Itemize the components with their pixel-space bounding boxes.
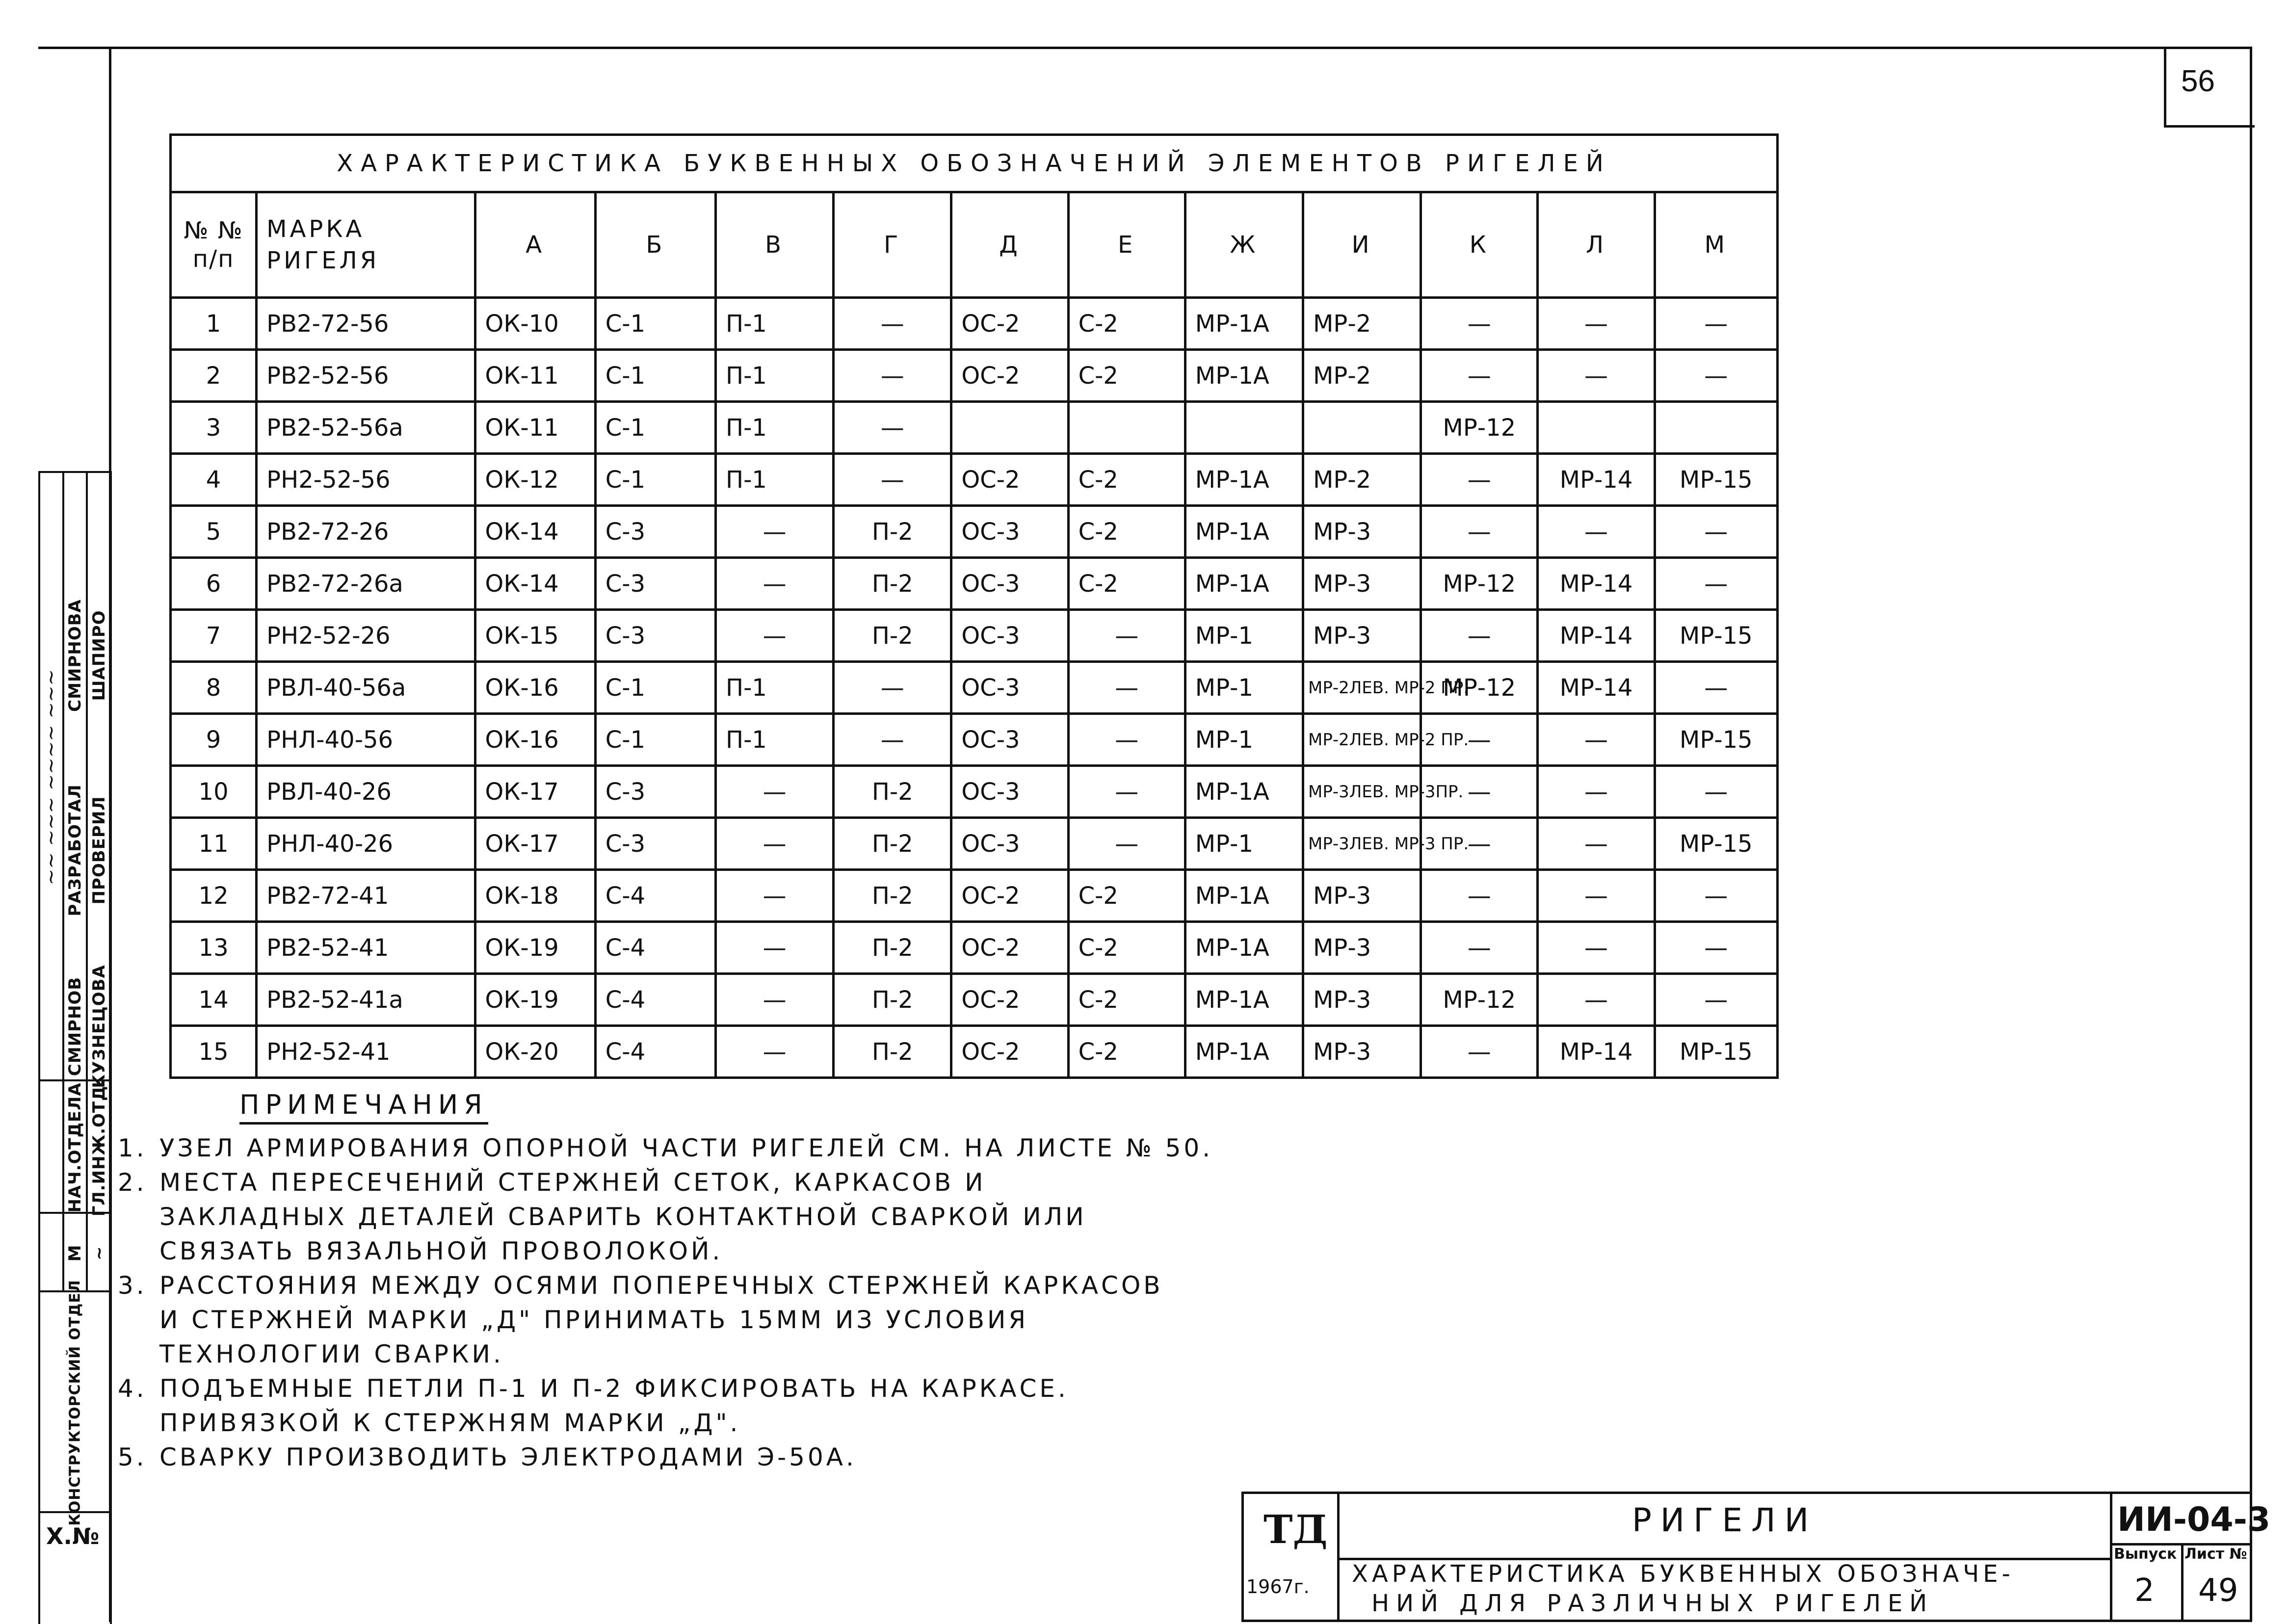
- stamp-cell-tilde: [88, 1214, 112, 1292]
- element-cell: С-2: [1068, 1026, 1185, 1078]
- element-cell: —: [1421, 454, 1538, 506]
- element-cell: МР-2: [1303, 350, 1421, 402]
- col-header-l: Л: [1538, 192, 1655, 298]
- element-cell: —: [1421, 766, 1538, 818]
- girder-mark: РНЛ-40-56: [257, 714, 475, 766]
- element-cell: П-2: [834, 766, 951, 818]
- element-cell: —: [1421, 714, 1538, 766]
- title-block-name: РИГЕЛИ: [1631, 1501, 1818, 1539]
- stamp-kuznetsova: КУЗНЕЦОВА: [89, 965, 109, 1089]
- element-cell: —: [1538, 974, 1655, 1026]
- stamp-cell-blank: [38, 1214, 64, 1292]
- element-cell: ОС-2: [951, 922, 1068, 974]
- element-cell: —: [1068, 766, 1185, 818]
- element-cell: МР-1А: [1185, 870, 1303, 922]
- element-cell: —: [834, 662, 951, 714]
- title-block-org: ТД: [1263, 1506, 1328, 1552]
- element-cell: С-4: [595, 974, 715, 1026]
- element-cell: С-2: [1068, 870, 1185, 922]
- stamp-dept-row: [38, 1280, 112, 1526]
- note-text: ПОДЪЕМНЫЕ ПЕТЛИ П-1 И П-2 ФИКСИРОВАТЬ НА КАРКАСЕ. ПРИВЯЗКОЙ К СТЕРЖНЯМ МАРКИ „Д".: [159, 1374, 1069, 1437]
- element-cell: МР-1А: [1185, 506, 1303, 558]
- element-cell: П-2: [834, 922, 951, 974]
- element-cell: МР-3: [1303, 922, 1421, 974]
- title-block-year: 1967г.: [1246, 1576, 1310, 1598]
- girder-mark: РВЛ-40-56а: [257, 662, 475, 714]
- note-text: УЗЕЛ АРМИРОВАНИЯ ОПОРНОЙ ЧАСТИ РИГЕЛЕЙ СМ. НА ЛИСТЕ № 50.: [159, 1134, 1213, 1162]
- row-number: 5: [171, 506, 257, 558]
- table-row: [171, 974, 1778, 1026]
- element-cell: —: [1538, 870, 1655, 922]
- element-cell: МР-14: [1538, 610, 1655, 662]
- element-cell: —: [715, 818, 833, 870]
- girder-mark: РВ2-72-26а: [257, 558, 475, 610]
- element-cell: МР-3ЛЕВ. МР-3 ПР.: [1303, 818, 1421, 870]
- col-header-m: М: [1655, 192, 1777, 298]
- element-cell: МР-1А: [1185, 922, 1303, 974]
- note-number: 5.: [118, 1443, 147, 1471]
- element-cell: С-2: [1068, 454, 1185, 506]
- element-cell: ОК-11: [475, 402, 595, 454]
- element-cell: С-4: [595, 870, 715, 922]
- element-cell: —: [1538, 766, 1655, 818]
- element-cell: ОС-3: [951, 506, 1068, 558]
- title-block-sheet-label: Лист №: [2184, 1545, 2247, 1563]
- stamp-shapiro: ШАПИРО: [89, 610, 109, 701]
- notes-title: ПРИМЕЧАНИЯ: [239, 1089, 488, 1125]
- element-cell: ОК-17: [475, 766, 595, 818]
- element-cell: С-3: [595, 506, 715, 558]
- element-cell: —: [1655, 662, 1777, 714]
- element-cell: ОС-3: [951, 714, 1068, 766]
- element-cell: —: [1068, 662, 1185, 714]
- element-cell: П-1: [715, 454, 833, 506]
- table-row: [171, 1026, 1778, 1078]
- signature-scribble: ~~ ~~~ ~~~~ ~~~: [40, 669, 63, 886]
- element-cell: МР-1А: [1185, 1026, 1303, 1078]
- element-cell: МР-14: [1538, 558, 1655, 610]
- row-number: 14: [171, 974, 257, 1026]
- element-cell: МР-12: [1421, 662, 1538, 714]
- element-cell: —: [715, 610, 833, 662]
- girder-mark: РВ2-52-41: [257, 922, 475, 974]
- frame-top-line: [38, 47, 2252, 49]
- table-row: [171, 298, 1778, 350]
- note-text: РАССТОЯНИЯ МЕЖДУ ОСЯМИ ПОПЕРЕЧНЫХ СТЕРЖНЕЙ КАРКАСОВ И СТЕРЖНЕЙ МАРКИ „Д" ПРИНИМАТЬ 15ММ ИЗ УСЛОВИЯ ТЕХНОЛОГИИ СВАРКИ.: [159, 1271, 1163, 1368]
- girder-mark: РНЛ-40-26: [257, 818, 475, 870]
- note-number: 1.: [118, 1134, 147, 1162]
- row-number: 6: [171, 558, 257, 610]
- element-cell: —: [834, 714, 951, 766]
- element-cell: —: [1538, 298, 1655, 350]
- element-cell: П-2: [834, 1026, 951, 1078]
- note-item: [118, 1165, 1213, 1268]
- col-header-g: Г: [834, 192, 951, 298]
- element-cell: МР-1А: [1185, 454, 1303, 506]
- title-block: [1241, 1492, 2271, 1622]
- element-cell: МР-3: [1303, 870, 1421, 922]
- element-cell: С-2: [1068, 298, 1185, 350]
- element-cell: МР-12: [1421, 558, 1538, 610]
- stamp-developed-label: РАЗРАБОТАЛ: [65, 784, 85, 917]
- title-block-desc-2: НИЙ ДЛЯ РАЗЛИЧНЫХ РИГЕЛЕЙ: [1371, 1590, 1934, 1617]
- element-cell: П-1: [715, 402, 833, 454]
- col-header-e: Е: [1068, 192, 1185, 298]
- girder-mark: РВ2-52-56а: [257, 402, 475, 454]
- element-cell: ОС-3: [951, 766, 1068, 818]
- element-cell: —: [1538, 350, 1655, 402]
- table-row: [171, 350, 1778, 402]
- element-cell: ОС-2: [951, 870, 1068, 922]
- table-title-row: [171, 135, 1778, 192]
- element-cell: —: [1655, 350, 1777, 402]
- row-number: 2: [171, 350, 257, 402]
- element-cell: МР-1: [1185, 662, 1303, 714]
- girder-mark: РН2-52-56: [257, 454, 475, 506]
- element-cell: МР-1: [1185, 714, 1303, 766]
- stamp-head-dept: НАЧ.ОТДЕЛА: [65, 1082, 85, 1213]
- element-cell: С-1: [595, 350, 715, 402]
- element-cell: П-2: [834, 870, 951, 922]
- col-header-v: В: [715, 192, 833, 298]
- element-cell: ОК-16: [475, 662, 595, 714]
- element-cell: —: [834, 298, 951, 350]
- table-title: ХАРАКТЕРИСТИКА БУКВЕННЫХ ОБОЗНАЧЕНИЙ ЭЛЕМЕНТОВ РИГЕЛЕЙ: [171, 135, 1778, 192]
- element-cell: П-1: [715, 714, 833, 766]
- element-cell: [1185, 402, 1303, 454]
- table-header-row: [171, 192, 1778, 298]
- element-cell: С-4: [595, 922, 715, 974]
- element-cell: —: [1655, 558, 1777, 610]
- element-cell: МР-2: [1303, 298, 1421, 350]
- element-cell: П-2: [834, 610, 951, 662]
- element-cell: МР-14: [1538, 1026, 1655, 1078]
- note-item: [118, 1440, 1213, 1474]
- element-cell: —: [1068, 818, 1185, 870]
- element-cell: —: [1538, 922, 1655, 974]
- element-cell: —: [1421, 350, 1538, 402]
- row-number: 15: [171, 1026, 257, 1078]
- element-cell: ОК-12: [475, 454, 595, 506]
- element-cell: МР-3ЛЕВ. МР-3ПР.: [1303, 766, 1421, 818]
- stamp-signature-row: [38, 471, 112, 1089]
- element-cell: ОС-2: [951, 974, 1068, 1026]
- element-cell: С-1: [595, 714, 715, 766]
- element-cell: МР-3: [1303, 610, 1421, 662]
- element-cell: —: [715, 974, 833, 1026]
- element-cell: —: [1655, 506, 1777, 558]
- element-cell: МР-12: [1421, 974, 1538, 1026]
- element-cell: С-2: [1068, 922, 1185, 974]
- table-body: [171, 298, 1778, 1078]
- element-cell: [1538, 402, 1655, 454]
- element-cell: [1655, 402, 1777, 454]
- element-cell: —: [1655, 870, 1777, 922]
- title-block-issue-label: Выпуск: [2114, 1545, 2177, 1563]
- element-cell: —: [1538, 506, 1655, 558]
- element-cell: —: [1421, 298, 1538, 350]
- stamp-chief-eng: ГЛ.ИНЖ.ОТД.: [89, 1078, 109, 1217]
- element-cell: П-2: [834, 558, 951, 610]
- element-cell: МР-3: [1303, 974, 1421, 1026]
- girder-mark: РВ2-72-56: [257, 298, 475, 350]
- element-cell: —: [715, 870, 833, 922]
- element-cell: —: [1655, 974, 1777, 1026]
- element-cell: ОС-2: [951, 350, 1068, 402]
- stamp-cell-names: [88, 473, 112, 1089]
- row-number: 3: [171, 402, 257, 454]
- note-text: МЕСТА ПЕРЕСЕЧЕНИЙ СТЕРЖНЕЙ СЕТОК, КАРКАСОВ И ЗАКЛАДНЫХ ДЕТАЛЕЙ СВАРИТЬ КОНТАКТНОЙ СВАРКОЙ ИЛИ СВЯЗАТЬ ВЯЗАЛЬНОЙ ПРОВОЛОКОЙ.: [159, 1168, 1087, 1265]
- element-cell: ОК-17: [475, 818, 595, 870]
- element-cell: С-2: [1068, 506, 1185, 558]
- col-header-d: Д: [951, 192, 1068, 298]
- stamp-cell-archive: [38, 1513, 112, 1624]
- element-cell: ОК-14: [475, 558, 595, 610]
- element-cell: ОК-10: [475, 298, 595, 350]
- element-cell: МР-1А: [1185, 974, 1303, 1026]
- element-cell: МР-15: [1655, 454, 1777, 506]
- element-cell: ОС-2: [951, 454, 1068, 506]
- stamp-smirnova: СМИРНОВА: [65, 599, 85, 712]
- stamp-cell-signatures: [38, 473, 64, 1081]
- title-block-desc-1: ХАРАКТЕРИСТИКА БУКВЕННЫХ ОБОЗНАЧЕ-: [1352, 1560, 2014, 1588]
- element-cell: ОК-11: [475, 350, 595, 402]
- table-row: [171, 818, 1778, 870]
- girder-mark: РВ2-52-41а: [257, 974, 475, 1026]
- girder-mark: РВЛ-40-26: [257, 766, 475, 818]
- element-cell: П-1: [715, 298, 833, 350]
- element-cell: МР-1: [1185, 818, 1303, 870]
- table-row: [171, 506, 1778, 558]
- element-cell: —: [1421, 922, 1538, 974]
- element-cell: ОС-2: [951, 1026, 1068, 1078]
- girder-elements-table: [169, 133, 1779, 1079]
- element-cell: —: [834, 402, 951, 454]
- element-cell: МР-2: [1303, 454, 1421, 506]
- girder-mark: РН2-52-41: [257, 1026, 475, 1078]
- element-cell: ОК-19: [475, 922, 595, 974]
- page-number: 56: [2181, 64, 2215, 98]
- girder-mark: РВ2-72-26: [257, 506, 475, 558]
- title-block-code: ИИ-04-3: [2117, 1500, 2271, 1539]
- element-cell: МР-15: [1655, 1026, 1777, 1078]
- element-cell: С-3: [595, 558, 715, 610]
- element-cell: ОК-16: [475, 714, 595, 766]
- element-cell: С-4: [595, 1026, 715, 1078]
- row-number: 10: [171, 766, 257, 818]
- note-item: [118, 1371, 1213, 1440]
- col-header-num: № № п/п: [171, 192, 257, 298]
- row-number: 8: [171, 662, 257, 714]
- col-header-b: Б: [595, 192, 715, 298]
- note-number: 4.: [118, 1374, 147, 1403]
- table-row: [171, 662, 1778, 714]
- table-row: [171, 714, 1778, 766]
- col-header-zh: Ж: [1185, 192, 1303, 298]
- element-cell: —: [715, 506, 833, 558]
- col-header-k: К: [1421, 192, 1538, 298]
- element-cell: МР-2ЛЕВ. МР-2 ПР.: [1303, 662, 1421, 714]
- stamp-cell-labels: [64, 473, 88, 1081]
- element-cell: —: [1421, 610, 1538, 662]
- element-cell: ОК-15: [475, 610, 595, 662]
- stamp-archive-row: [38, 1511, 112, 1624]
- table-row: [171, 766, 1778, 818]
- frame-right-line: [2250, 47, 2252, 1622]
- row-number: 13: [171, 922, 257, 974]
- element-cell: П-2: [834, 506, 951, 558]
- element-cell: МР-15: [1655, 610, 1777, 662]
- element-cell: С-3: [595, 818, 715, 870]
- element-cell: МР-3: [1303, 506, 1421, 558]
- stamp-cell-dept: [38, 1280, 112, 1526]
- stamp-cell-head-dept: [64, 1081, 88, 1214]
- element-cell: П-2: [834, 818, 951, 870]
- stamp-checked-label: ПРОВЕРИЛ: [89, 796, 109, 905]
- element-cell: —: [1421, 870, 1538, 922]
- element-cell: ОС-3: [951, 558, 1068, 610]
- element-cell: [1303, 402, 1421, 454]
- table-row: [171, 402, 1778, 454]
- element-cell: —: [1068, 610, 1185, 662]
- element-cell: МР-1А: [1185, 766, 1303, 818]
- element-cell: МР-1: [1185, 610, 1303, 662]
- element-cell: —: [1655, 922, 1777, 974]
- stamp-head-row: [38, 1078, 112, 1217]
- stamp-cell-chief-eng: [88, 1078, 112, 1217]
- element-cell: ОК-14: [475, 506, 595, 558]
- stamp-mark-tilde: ~: [89, 1246, 109, 1260]
- table-row: [171, 922, 1778, 974]
- stamp-smirnov: СМИРНОВ: [65, 977, 85, 1076]
- element-cell: ОК-18: [475, 870, 595, 922]
- title-block-sheet: 49: [2198, 1572, 2238, 1609]
- element-cell: —: [1655, 298, 1777, 350]
- element-cell: МР-15: [1655, 714, 1777, 766]
- element-cell: МР-3: [1303, 558, 1421, 610]
- element-cell: —: [834, 454, 951, 506]
- table-row: [171, 870, 1778, 922]
- element-cell: —: [1421, 818, 1538, 870]
- note-number: 3.: [118, 1271, 147, 1300]
- note-number: 2.: [118, 1168, 147, 1197]
- row-number: 11: [171, 818, 257, 870]
- girder-mark: РВ2-52-56: [257, 350, 475, 402]
- element-cell: МР-1А: [1185, 558, 1303, 610]
- element-cell: П-1: [715, 350, 833, 402]
- element-cell: ОС-3: [951, 662, 1068, 714]
- row-number: 7: [171, 610, 257, 662]
- element-cell: С-2: [1068, 558, 1185, 610]
- row-number: 1: [171, 298, 257, 350]
- row-number: 9: [171, 714, 257, 766]
- element-cell: С-3: [595, 610, 715, 662]
- stamp-cell-head-sign: [38, 1081, 64, 1214]
- element-cell: МР-1А: [1185, 350, 1303, 402]
- element-cell: С-2: [1068, 974, 1185, 1026]
- element-cell: —: [1421, 506, 1538, 558]
- element-cell: С-1: [595, 454, 715, 506]
- stamp-archive-no: Х.№: [46, 1523, 100, 1549]
- element-cell: С-1: [595, 298, 715, 350]
- element-cell: ОС-3: [951, 818, 1068, 870]
- element-cell: —: [715, 766, 833, 818]
- element-cell: —: [834, 350, 951, 402]
- element-cell: С-1: [595, 662, 715, 714]
- col-header-a: А: [475, 192, 595, 298]
- col-header-i: И: [1303, 192, 1421, 298]
- element-cell: П-1: [715, 662, 833, 714]
- element-cell: МР-15: [1655, 818, 1777, 870]
- element-cell: МР-14: [1538, 662, 1655, 714]
- element-cell: МР-12: [1421, 402, 1538, 454]
- row-number: 4: [171, 454, 257, 506]
- element-cell: МР-3: [1303, 1026, 1421, 1078]
- element-cell: МР-1А: [1185, 298, 1303, 350]
- element-cell: МР-14: [1538, 454, 1655, 506]
- element-cell: —: [1538, 714, 1655, 766]
- element-cell: ОС-3: [951, 610, 1068, 662]
- element-cell: С-2: [1068, 350, 1185, 402]
- stamp-mark-m: М: [65, 1244, 85, 1262]
- element-cell: ОС-2: [951, 298, 1068, 350]
- notes-list: [118, 1131, 1213, 1474]
- element-cell: [951, 402, 1068, 454]
- element-cell: [1068, 402, 1185, 454]
- element-cell: П-2: [834, 974, 951, 1026]
- table-row: [171, 454, 1778, 506]
- row-number: 12: [171, 870, 257, 922]
- note-item: [118, 1131, 1213, 1165]
- title-block-issue: 2: [2134, 1572, 2155, 1609]
- element-cell: —: [715, 558, 833, 610]
- element-cell: МР-2ЛЕВ. МР-2 ПР.: [1303, 714, 1421, 766]
- element-cell: ОК-19: [475, 974, 595, 1026]
- element-cell: —: [1538, 818, 1655, 870]
- table-row: [171, 558, 1778, 610]
- stamp-dept: КОНСТРУКТОРСКИЙ ОТДЕЛ: [66, 1280, 84, 1526]
- element-cell: —: [715, 922, 833, 974]
- element-cell: С-1: [595, 402, 715, 454]
- girder-mark: РН2-52-26: [257, 610, 475, 662]
- element-cell: С-3: [595, 766, 715, 818]
- col-header-mark: МАРКА РИГЕЛЯ: [257, 192, 475, 298]
- revision-stamp: [38, 0, 112, 1622]
- element-cell: —: [1655, 766, 1777, 818]
- note-text: СВАРКУ ПРОИЗВОДИТЬ ЭЛЕКТРОДАМИ Э-50А.: [159, 1443, 857, 1471]
- table-row: [171, 610, 1778, 662]
- element-cell: —: [1421, 1026, 1538, 1078]
- element-cell: —: [715, 1026, 833, 1078]
- note-item: [118, 1268, 1213, 1371]
- girder-mark: РВ2-72-41: [257, 870, 475, 922]
- element-cell: —: [1068, 714, 1185, 766]
- element-cell: ОК-20: [475, 1026, 595, 1078]
